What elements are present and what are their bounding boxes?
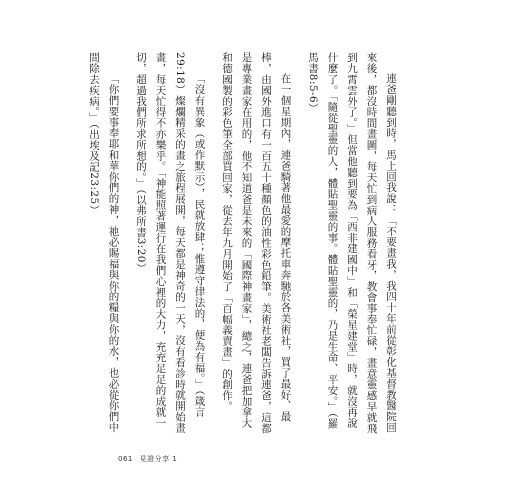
paragraph-1: 連爸剛聽到時，馬上回我說：「不要畫我，我四十年前從彰化基督教醫院回來後，都沒時間畫圖，每天忙到病人服務看牙，教會事奉忙碌，畫意靈感早就飛到九霄雲外了。」但當他聽到要為「西非建國中」和「榮星建堂」時，就沒再說什麼了。「隨從聖靈的人，體貼聖靈的事。體貼聖靈的，乃是生命、平安。」（羅馬書8:5-6） [307,52,397,434]
paragraph-2: 在一個星期內，連爸騎著他最愛的摩托車奔馳於各美術社，買了最好、最棒，由國外進口有一百五十種顏色的油性彩色鉛筆。美術社老闆告訴連爸，這都是專業畫家在用的，他不知道爸是未來的「國際神畫家」，總之，連爸把加拿大和德國製的彩色筆全部買回家，從去年九月開始了「百幅義賣畫」的創作。 [221,52,292,434]
page-number: 061 [118,455,133,463]
running-title: 見證分享 1 [139,455,178,463]
paragraph-4: 「你們要事奉耶和華你們的神，祂必賜福與你的糧與你的水，也必從你們中間除去疾病。」（出埃及記23:25） [88,52,120,433]
page-footer [118,454,181,464]
vertical-text-body [88,52,400,436]
paragraph-3: 「沒有異象（或作默示），民就放肆；惟遵守律法的，便為有福。」（箴言29:18）燦爛精采的畫之旅程展開，每天都是神奇的一天，沒有看診時就開始畫畫，每天忙得不亦樂乎。「神能照著運行在我們心裡的大力，充充足足的成就一切，超過我們所求所想的。」（以弗所書3:20） [135,52,206,434]
